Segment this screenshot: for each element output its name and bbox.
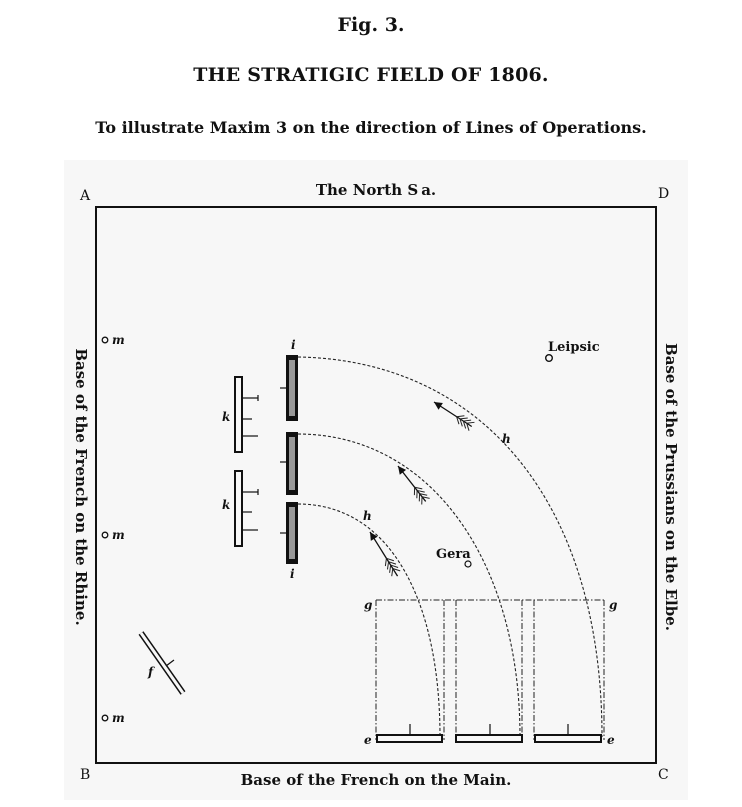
label-h-upper: h	[502, 432, 511, 446]
edge-label-rhine: Base of the French on the Rhine.	[72, 348, 90, 626]
label-e-right: e	[607, 733, 615, 747]
svg-text:k: k	[222, 498, 231, 512]
svg-text:k: k	[222, 410, 231, 424]
label-e-left: e	[364, 733, 372, 747]
corps-k-upper	[222, 376, 258, 453]
corner-c: C	[658, 767, 669, 783]
field-border	[96, 207, 656, 763]
figure-caption: To illustrate Maxim 3 on the direction of Lines of Operations.	[95, 118, 647, 137]
svg-text:m: m	[112, 528, 125, 542]
corps-i-top	[280, 338, 298, 421]
svg-text:Leipsic: Leipsic	[548, 340, 600, 355]
svg-text:f: f	[148, 665, 154, 679]
corner-b: B	[80, 767, 91, 783]
base-marker-m-2	[102, 528, 125, 542]
arrow-outer	[431, 398, 474, 431]
city-leipsic	[546, 340, 600, 361]
base-marker-m-1	[102, 333, 125, 347]
svg-text:i: i	[290, 567, 295, 581]
svg-text:m: m	[112, 333, 125, 347]
figure-label: Fig. 3.	[337, 14, 405, 36]
corps-i-bottom	[280, 502, 298, 581]
corps-f	[141, 633, 183, 693]
operation-line-inner	[298, 504, 440, 737]
edge-label-main: Base of the French on the Main.	[240, 771, 512, 789]
start-zones	[376, 600, 604, 740]
svg-text:m: m	[112, 711, 125, 725]
base-marker-m-3	[102, 711, 125, 725]
corner-d: D	[658, 186, 670, 202]
edge-label-elbe: Base of the Prussians on the Elbe.	[662, 343, 680, 631]
label-h-lower: h	[363, 509, 372, 523]
corps-e-middle	[455, 724, 523, 743]
corps-e-left	[376, 724, 443, 743]
corps-e-right	[534, 724, 602, 743]
arrow-inner	[366, 529, 402, 578]
corps-i-middle	[280, 432, 298, 495]
corner-a: A	[80, 188, 91, 204]
svg-text:i: i	[291, 338, 296, 352]
label-g-left: g	[364, 598, 373, 612]
arrow-middle	[394, 463, 430, 505]
figure-title: THE STRATIGIC FIELD OF 1806.	[193, 64, 549, 86]
label-g-right: g	[609, 598, 618, 612]
city-gera	[436, 547, 471, 567]
edge-label-north-sea: The North S a.	[315, 181, 437, 199]
corps-k-lower	[222, 470, 258, 547]
svg-text:Gera: Gera	[436, 547, 471, 562]
